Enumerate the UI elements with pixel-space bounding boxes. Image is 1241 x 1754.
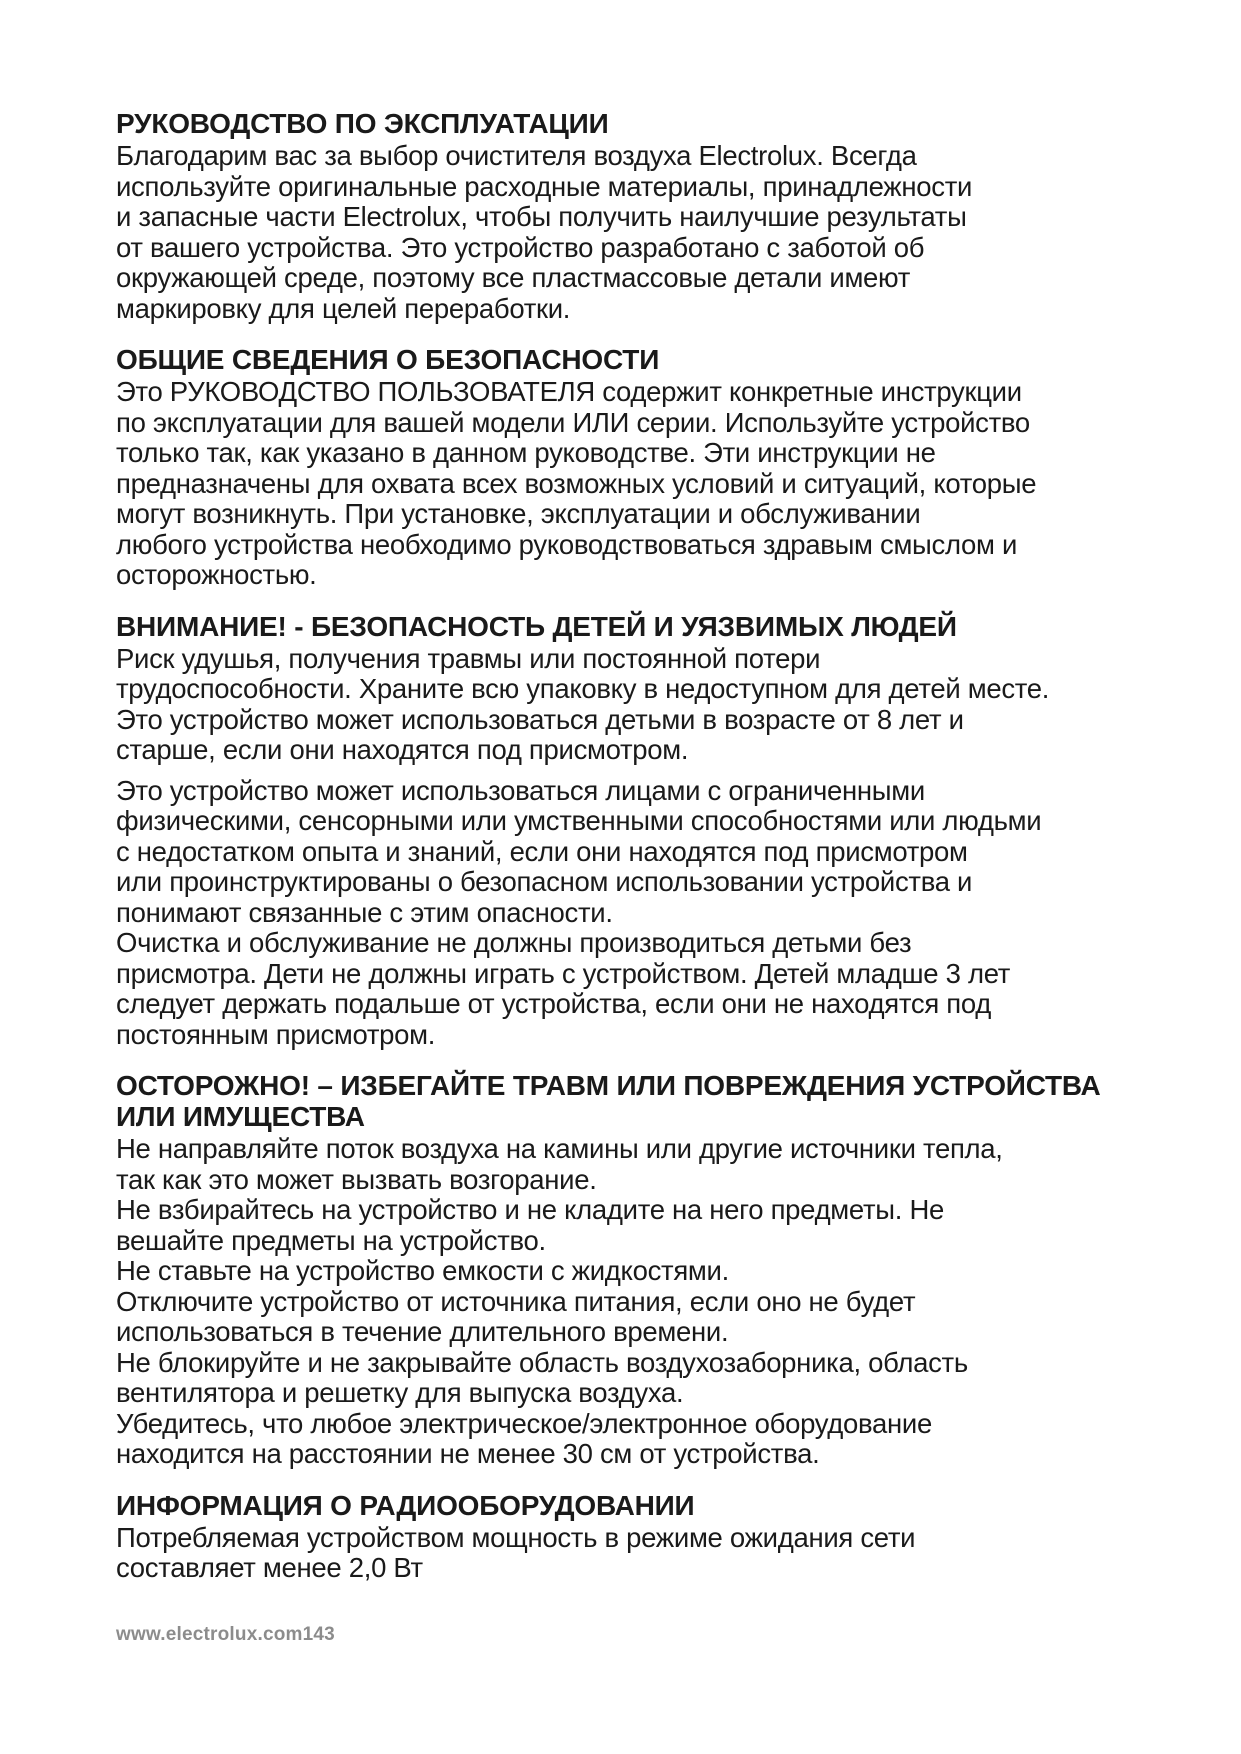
section-heading: ОБЩИЕ СВЕДЕНИЯ О БЕЗОПАСНОСТИ bbox=[116, 344, 660, 375]
section-radio-equipment bbox=[116, 1490, 1146, 1584]
section-child-safety-warning bbox=[116, 611, 1146, 1051]
section-paragraph: Потребляемая устройством мощность в режиме ожидания сети составляет менее 2,0 Вт bbox=[116, 1521, 916, 1583]
section-paragraph: Это устройство может использоваться лицами с ограниченными физическими, сенсорными или умственными способностями или людьми с недостатком опыта и знаний, если они находятся под присмотром или проинструктированы о безопасном использовании устройства и понимают связанные с этим опасности. Очистка и обслуживание не должны производиться детьми без присмотра. Дети не должны играть с устройством. Детей младше 3 лет следует держать подальше от устройства, если они не находятся под постоянным присмотром. bbox=[116, 774, 1042, 1050]
section-heading: ВНИМАНИЕ! - БЕЗОПАСНОСТЬ ДЕТЕЙ И УЯЗВИМЫХ ЛЮДЕЙ bbox=[116, 610, 957, 642]
manual-page bbox=[116, 108, 1146, 1604]
section-heading: ОСТОРОЖНО! – ИЗБЕГАЙТЕ ТРАВМ ИЛИ ПОВРЕЖДЕНИЯ УСТРОЙСТВА ИЛИ ИМУЩЕСТВА bbox=[116, 1070, 1101, 1132]
section-paragraph: Риск удушья, получения травмы или постоянной потери трудоспособности. Храните всю упаковку в недоступном для детей месте. Это устройство может использоваться детьми в возрасте от 8 лет и старше, если они находятся под присмотром. bbox=[116, 642, 1050, 765]
section-paragraph: Благодарим вас за выбор очистителя воздуха Electrolux. Всегда используйте оригинальные расходные материалы, принадлежности и запасные части Electrolux, чтобы получить наилучшие результаты от вашего устройства. Это устройство разработано с заботой об окружающей среде, поэтому все пластмассовые детали имеют маркировку для целей переработки. bbox=[116, 140, 973, 324]
section-caution-damage bbox=[116, 1070, 1146, 1470]
section-operating-manual bbox=[116, 108, 1146, 324]
section-heading: ИНФОРМАЦИЯ О РАДИООБОРУДОВАНИИ bbox=[116, 1489, 695, 1521]
section-paragraph: Не направляйте поток воздуха на камины или другие источники тепла, так как это может вызвать возгорание. Не взбирайтесь на устройство и не кладите на него предметы. Не вешайте предметы на устройство. Не ставьте на устройство емкости с жидкостями. Отключите устройство от источника питания, если оно не будет использоваться в течение длительного времени. Не блокируйте и не закрывайте область воздухозаборника, область вентилятора и решетку для выпуска воздуха. Убедитесь, что любое электрическое/электронное оборудование находится на расстоянии не менее 30 см от устройства. bbox=[116, 1133, 1003, 1469]
page-footer-url-and-number: www.electrolux.com143 bbox=[116, 1624, 335, 1645]
section-paragraph: Это РУКОВОДСТВО ПОЛЬЗОВАТЕЛЯ содержит конкретные инструкции по эксплуатации для вашей модели ИЛИ серии. Используйте устройство только так, как указано в данном руководстве. Эти инструкции не предназначены для охвата всех возможных условий и ситуаций, которые могут возникнуть. При установке, эксплуатации и обслуживании любого устройства необходимо руководствоваться здравым смыслом и осторожностью. bbox=[116, 376, 1037, 590]
section-heading: РУКОВОДСТВО ПО ЭКСПЛУАТАЦИИ bbox=[116, 108, 609, 139]
section-general-safety bbox=[116, 344, 1146, 591]
